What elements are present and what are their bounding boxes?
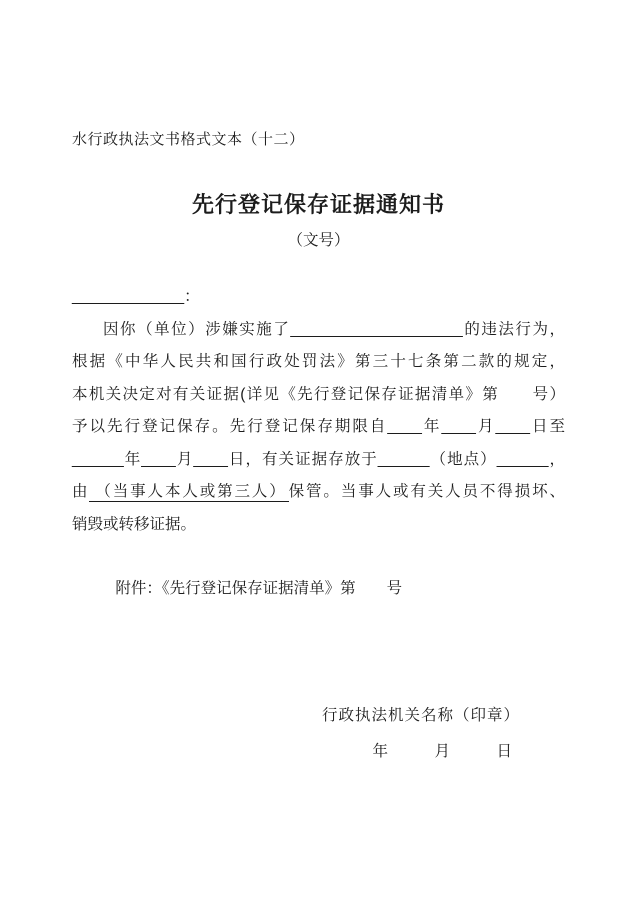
document-format-label: 水行政执法文书格式文本（十二） [72, 131, 305, 148]
date-line: 年 月 日 [372, 742, 512, 760]
body-line-5: ______年____月____日，有关证据存放于______（地点）______， [72, 450, 565, 468]
body-line-6-post: 保管。当事人或有关人员不得损坏、 [288, 483, 565, 500]
body-line-6 [72, 476, 565, 509]
salutation-line: _____________： [72, 288, 200, 305]
document-body [72, 281, 565, 606]
custodian-underlined-text: （当事人本人或第三人） [89, 483, 288, 502]
body-line-6-pre: 由 [72, 483, 90, 500]
body-line-7: 销毁或转移证据。 [72, 515, 197, 533]
body-line-1: 因你（单位）涉嫌实施了____________________的违法行为， [103, 320, 565, 338]
body-line-2: 根据《中华人民共和国行政处罚法》第三十七条第二款的规定， [72, 353, 565, 370]
body-line-4: 予以先行登记保存。先行登记保存期限自____年____月____日至 [72, 418, 565, 435]
agency-signature-line: 行政执法机关名称（印章） [321, 706, 520, 724]
body-line-3: 本机关决定对有关证据(详见《先行登记保存证据清单》第 号） [72, 385, 565, 403]
signature-block [72, 701, 565, 767]
attachment-line: 附件：《先行登记保存证据清单》第 号 [115, 580, 403, 597]
document-number-label: （文号） [287, 232, 350, 249]
document-title: 先行登记保存证据通知书 [191, 192, 445, 217]
